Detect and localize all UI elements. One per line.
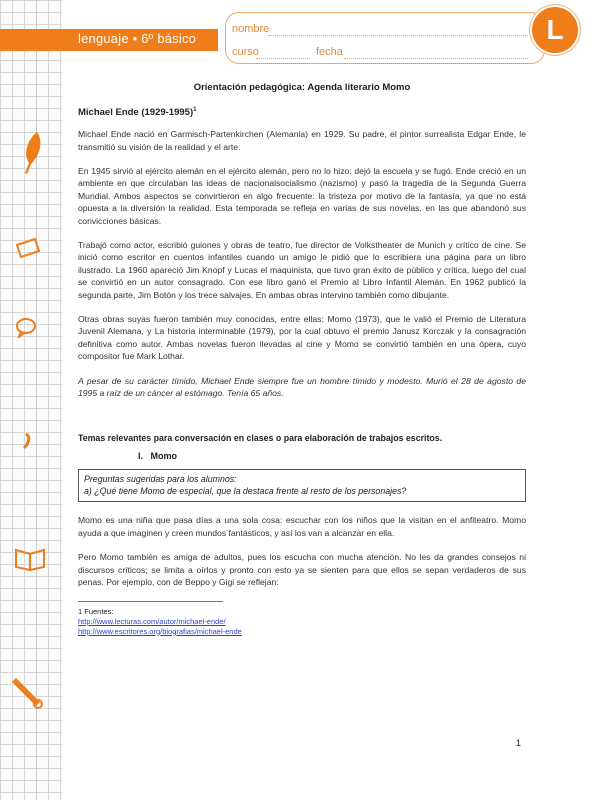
momo-paragraph-1: Momo es una niña que pasa días a una sola cosa: escuchar con los niños que la visitan en el anfiteatro. Momo ayuda a que imaginen y creen mundos fantásticos, y así los van a alcanzar en ella. — [78, 515, 526, 538]
feather-pen-icon — [13, 130, 49, 180]
subject-label: lenguaje • 6º básico — [78, 31, 197, 46]
bio-paragraph-5: A pesar de su carácter tímido, Michael Ende siempre fue un hombre tímido y modesto. Murió el 28 de agosto de 1995 a raíz de un cáncer al estómago. Tenía 65 años. — [78, 375, 526, 399]
footnote-link-1[interactable]: http://www.lecturas.com/autor/michael-ende/ — [78, 616, 226, 626]
footnote-marker: 1 — [193, 107, 197, 113]
footnote-label: 1 Fuentes: — [78, 606, 114, 616]
nombre-label: nombre — [232, 23, 270, 35]
student-info-box — [225, 12, 545, 64]
bio-paragraph-3: Trabajó como actor, escribió guiones y obras de teatro, fue director de Volkstheater de Munich y crítico de cine. Se inició como escritor en cuentos infantiles cuando un amigo le pidió que lo escribiera una página para un libro ilustrado. La 1960 apareció Jim Knopf y Lucas el maquinista, que tuvo gran éxito de público y crítica, luego del cual se convirtió en un autor consagrado. Con ese libro ganó el Premio al Libro Infantil Alemán. En 1962 publicó la segunda parte, Jim Botón y los trece salvajes. En ambas obras intervino también como dibujante. — [78, 240, 526, 300]
fecha-label: fecha — [316, 46, 343, 58]
document-title: Orientación pedagógica: Agenda literario Momo — [193, 82, 411, 93]
open-book-icon — [13, 545, 47, 571]
topics-heading: Temas relevantes para conversación en clases o para elaboración de trabajos escritos. — [78, 433, 443, 444]
author-heading-text: Michael Ende (1929-1995) — [78, 107, 194, 119]
fecha-field[interactable] — [344, 58, 528, 59]
bio-paragraph-4: Otras obras suyas fueron también muy conocidas, entre ellas: Momo (1973), que le valió el Premio de Literatura Juvenil Alemana, y La historia interminable (1979), por la cual obtuvo el premio Janusz Korczak y la consagración definitiva como autor. Ambas novelas fueron llevadas al cine y Momo se convirtió también en una ópera, cuyo compositor fue Mark Lothar. — [78, 314, 526, 362]
section-title: Momo — [150, 451, 178, 462]
comma-icon — [20, 432, 32, 450]
lenguaje-logo: L — [532, 7, 578, 53]
stamp-icon — [13, 235, 43, 261]
document-body — [78, 82, 526, 637]
momo-paragraph-2: Pero Momo también es amiga de adultos, pues los escucha con mucha atención. No les da grandes consejos ni discursos críticos; se limita a oírlos y pronto con esto ya se sienten para que ellos se sepan verdaderos de sus penas. Por ejemplo, con de Beppo y Gigi se reflejan: — [78, 552, 526, 588]
pencil-icon — [10, 672, 50, 712]
author-heading — [78, 107, 526, 118]
page-number: 1 — [516, 738, 522, 748]
curso-field[interactable] — [256, 58, 310, 59]
footnote-divider — [78, 601, 223, 602]
curso-label: curso — [232, 46, 259, 58]
bio-paragraph-2: En 1945 sirvió al ejército alemán en el ejército alemán, pero no lo hizo: dejó la escuela y se fugó. Ende creció en un ambiente en que circulaban las ideas de nacionalsocialismo (nazismo) y pasó la tragedia de la Segunda Guerra Mundial. Ambos aspectos se convirtieron en algo frecuente: la tristeza por motivo de la fantasía, ya que no está opuesta a la diversión la realidad. Esta temporada se refleja en varias de sus novelas, en las que abandonó sus convicciones básicas. — [78, 165, 526, 226]
footnote-link-2[interactable]: http://www.escritores.org/biografias/michael-ende — [78, 626, 242, 636]
bio-paragraph-1: Michael Ende nació en Garmisch-Partenkirchen (Alemania) en 1929. Su padre, el pintor surrealista Edgar Ende, le transmitió su visión de la realidad y el arte. — [78, 129, 526, 152]
speech-bubble-icon — [13, 316, 39, 338]
question-prompt: Preguntas sugeridas para los alumnos: — [84, 474, 237, 485]
section-number: I. — [138, 451, 144, 462]
section-heading — [138, 451, 526, 461]
question-box — [78, 469, 526, 502]
question-text: a) ¿Qué tiene Momo de especial, que la destaca frente al resto de los personajes? — [84, 486, 407, 497]
nombre-field[interactable] — [268, 35, 528, 36]
